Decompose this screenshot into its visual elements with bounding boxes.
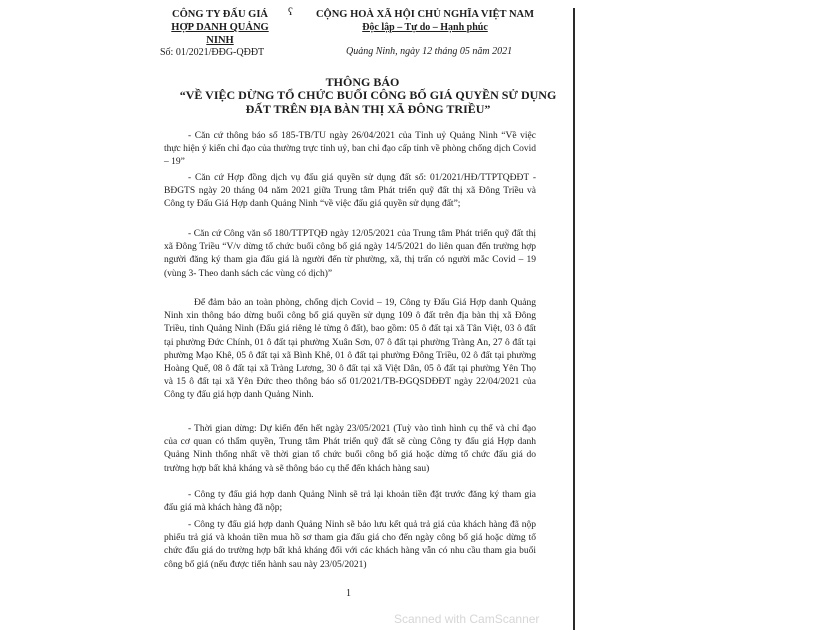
document-subtitle: “VỀ VIỆC DỪNG TỔ CHỨC BUỔI CÔNG BỐ GIÁ QUYỀN SỬ DỤNG ĐẤT TRÊN ĐỊA BÀN THỊ XÃ ĐÔNG TRIỀU” [179, 88, 557, 116]
paragraph-2: - Căn cứ Hợp đồng dịch vụ đấu giá quyền sử dụng đất số: 01/2021/HĐ/TTPTQĐĐT - BĐGTS ngày 20 tháng 04 năm 2021 giữa Trung tâm Phát triển quỹ đất thị xã Đông Triều và Công ty Đấu Giá Hợp danh Quảng Ninh “về việc đấu giá quyền sử dụng đất”; [164, 173, 536, 210]
paragraph-5: - Thời gian dừng: Dự kiến đến hết ngày 23/05/2021 (Tuỳ vào tình hình cụ thể và chỉ đạo của cơ quan có thẩm quyền, Trung tâm Phát triển quỹ đất sẽ cùng Công ty đấu giá Hợp danh Quảng Ninh thống nhất về thời gian tổ chức buổi công bố giá hoặc dừng tổ chức đấu giá do trường hợp bất khả kháng và sẽ thông báo cụ thể đến khách hàng sau) [164, 424, 536, 474]
national-header [310, 8, 540, 34]
paragraph-6: - Công ty đấu giá hợp danh Quảng Ninh sẽ trả lại khoản tiền đặt trước đăng ký tham gia đấu giá mà khách hàng đã nộp; [164, 490, 536, 514]
paragraph-4: Để đảm bảo an toàn phòng, chống dịch Covid – 19, Công ty Đấu Giá Hợp danh Quảng Ninh xin thông báo dừng buổi công bố giá quyền sử dụng 109 ô đất trên địa bàn thị xã Đông Triều, tỉnh Quảng Ninh (Đấu giá riêng lẻ từng ô đất), bao gồm: 05 ô đất tại xã Tân Việt, 03 ô đất tại phường Đức Chính, 01 ô đất tại phường Xuân Sơn, 07 ô đất tại phường Tràng An, 27 ô đất tại phường Mạo Khê, 05 ô đất tại xã Bình Khê, 01 ô đất tại phường Đông Triều, 02 ô đất tại phường Hoàng Quế, 08 ô đất tại xã Tràng Lương, 30 ô đất tại xã Việt Dân, 05 ô đất tại phường Yên Thọ và 15 ô đất tại xã Yên Đức theo thông báo số 01/2021/TB-ĐGQSDĐĐT ngày 22/04/2021 của Công ty đấu giá hợp danh Quảng Ninh. [164, 298, 536, 401]
company-header [160, 8, 280, 47]
paragraph-3: - Căn cứ Công văn số 180/TTPTQĐ ngày 12/05/2021 của Trung tâm Phát triển quỹ đất thị xã Đông Triều “V/v dừng tổ chức buổi công bố giá ngày 14/5/2021 do liên quan đến trường hợp người đăng ký tham gia đấu giá là người đến từ phường, xã, thị trấn có người mắc Covid – 19 (vùng 3- Theo danh sách các vùng có dịch)” [164, 229, 536, 279]
nation-motto: Độc lập – Tự do – Hạnh phúc [362, 22, 488, 33]
page-number: 1 [346, 588, 351, 599]
scanner-watermark: Scanned with CamScanner [394, 612, 540, 626]
company-subname: HỢP DANH QUẢNG NINH [171, 22, 269, 46]
paragraph-7: - Công ty đấu giá hợp danh Quảng Ninh sẽ bảo lưu kết quả trả giá của khách hàng đã nộp phiếu trả giá và khoản tiền mua hồ sơ tham gia đấu giá cho đến ngày công bố giá hoặc dừng tổ chức đấu giá do trường hợp bất khả kháng đối với các khách hàng vẫn có nhu cầu tham gia buổi công bố giá (nếu được tiến hành sau này 23/05/2021) [164, 520, 536, 570]
paragraph-1: - Căn cứ thông báo số 185-TB/TU ngày 26/04/2021 của Tỉnh uỷ Quảng Ninh “Về việc thực hiện ý kiến chỉ đạo của thường trực tỉnh uỷ, ban chỉ đạo cấp tỉnh về phòng chống dịch Covid – 19” [164, 131, 536, 168]
nation-title: CỘNG HOÀ XÃ HỘI CHỦ NGHĨA VIỆT NAM [315, 9, 535, 20]
document-title: THÔNG BÁO [325, 75, 400, 89]
document-date: Quảng Ninh, ngày 12 tháng 05 năm 2021 [346, 46, 513, 57]
document-number: Số: 01/2021/ĐĐG-QĐĐT [160, 47, 265, 58]
company-name: CÔNG TY ĐẤU GIÁ [172, 9, 268, 20]
page-edge-line [573, 8, 575, 630]
handwritten-mark: ʕ [288, 6, 293, 18]
